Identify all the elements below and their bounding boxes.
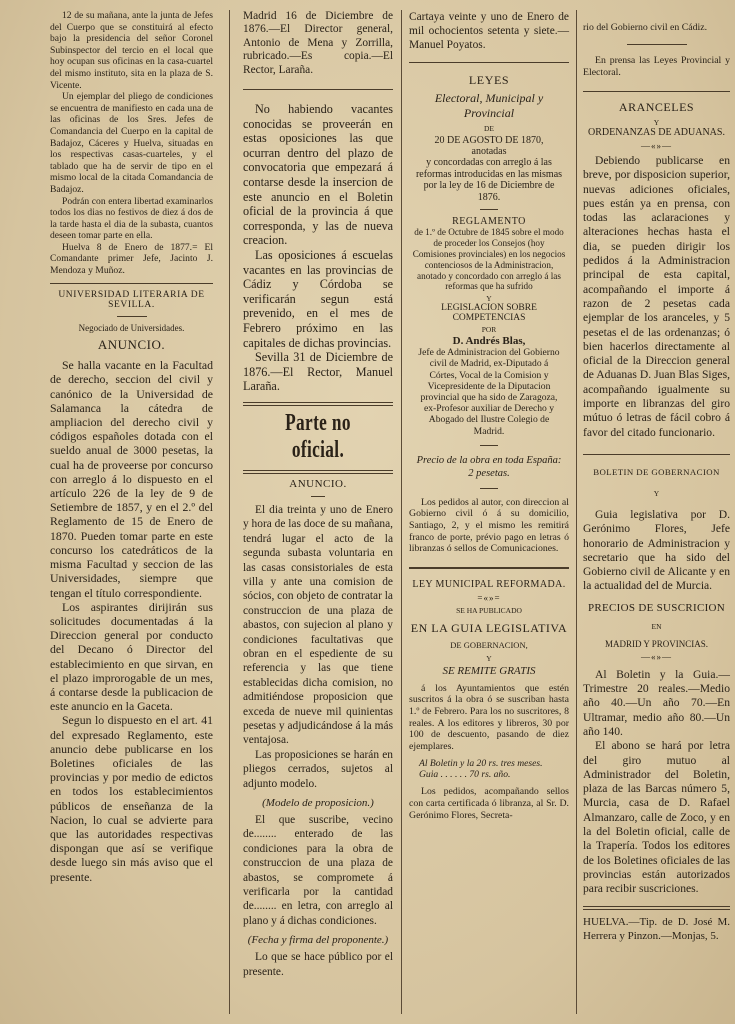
paragraph: Las proposiciones se harán en pliegos cerrados, sujetos al adjunto modelo.	[243, 748, 393, 790]
paragraph: Al Boletin y la Guia.—Trimestre 20 reales.—Medio año 40.—Un año 70.—En Ultramar, medio año 80.—Un año 140.	[583, 667, 730, 738]
column-rule	[401, 10, 402, 1014]
paragraph: Los aspirantes dirijirán sus solicitudes documentadas á la Direccion general por conducto del Decano ó Director del establecimiento en que sirvan, en el plazo improrogable de un mes, á contarse desde la publicacion de este anuncio en la Gaceta.	[50, 599, 213, 714]
paragraph: Los pedidos, acompañando sellos con carta certificada ó libranza, al Sr. D. Gerónimo Flores, Secreta-	[409, 786, 569, 821]
divider	[243, 402, 393, 406]
paragraph: Los pedidos al autor, con direccion al Gobierno civil ó á su domicilio, Santiago, 2, y el mismo les remitirá franco de porte, prévio pago en letras ó libranzas ó sellos de Comunicaciones.	[409, 496, 569, 555]
ornament: —«»—	[641, 651, 672, 662]
divider	[311, 496, 325, 497]
column-4	[578, 10, 735, 1015]
price-line: Al Boletin y la 20 rs. tres meses.	[419, 758, 543, 770]
connector-text: POR	[481, 325, 497, 335]
firma-line: (Fecha y firma del proponente.)	[247, 934, 389, 947]
column-3	[404, 10, 574, 1015]
connector-text: EN	[651, 621, 662, 631]
paragraph: 12 de su mañana, ante la junta de Jefes del Cuerpo que se constituirá al efecto bajo la presidencia del señor Coronel Subinspector del tercio en el local que hoy ocupan sus oficinas en la casa-cuartel del mismo instituto, sita en la plaza de S. Vicente.	[50, 10, 213, 91]
paragraph: Guia legislativa por D. Gerónimo Flores, Jefe honorario de Administracion y secretario que ha sido del Gobierno civil de Alicante y en la actualidad del de Murcia.	[583, 507, 730, 593]
column-rule	[229, 10, 230, 1014]
section-title: Parte no oficial.	[285, 409, 351, 463]
divider	[583, 91, 730, 92]
legislacion-heading: LEGISLACION SOBRE COMPETENCIAS	[441, 303, 537, 324]
ordenanzas-heading: ORDENANZAS DE ADUANAS.	[588, 127, 725, 138]
price-line: Guia . . . . . . 70 rs. año.	[419, 769, 511, 781]
university-heading: UNIVERSIDAD LITERARIA DE SEVILLA.	[58, 289, 205, 310]
concordadas-text: y concordadas con arreglo á las reformas introducidas en las mismas por la ley de 16 de Diciembre de 1876.	[415, 157, 563, 203]
negociado-label: Negociado de Universidades.	[78, 322, 185, 333]
connector-text: Y	[653, 488, 660, 498]
price-line: Precio de la obra en toda España: 2 pesetas.	[416, 454, 562, 479]
signature-line: Madrid 16 de Diciembre de 1876.—El Director general, Antonio de Mena y Zorrilla, rubricado.—Es copia.—El Rector, Laraña.	[243, 10, 393, 76]
paragraph: Lo que se hace público por el presente.	[243, 951, 393, 978]
divider	[50, 283, 213, 284]
anuncio-heading: ANUNCIO.	[289, 477, 347, 490]
text-line: rio del Gobierno civil en Cádiz.	[583, 22, 708, 33]
gobernacion-label: DE GOBERNACION,	[450, 639, 528, 650]
divider	[583, 906, 730, 910]
published-label: SE HA PUBLICADO	[456, 605, 522, 615]
ornament: =«»=	[477, 592, 501, 603]
leyes-subheading: Electoral, Municipal y Provincial	[434, 91, 544, 120]
imprint: HUELVA.—Tip. de D. José M. Herrera y Pinzon.—Monjas, 5.	[583, 916, 730, 942]
guia-heading: EN LA GUIA LEGISLATIVA	[410, 620, 568, 635]
divider	[480, 209, 498, 210]
divider	[117, 316, 147, 317]
boletin-heading: BOLETIN DE GOBERNACION	[593, 466, 720, 477]
paragraph: Las oposiciones á escuelas vacantes en las provincias de Cádiz y Córdoba se verificarán segun está prevenido, en el mes de Febrero próximo en las capitales de dichas provincias.	[243, 247, 393, 350]
leyes-heading: LEYES	[468, 73, 510, 87]
madrid-heading: MADRID Y PROVINCIAS.	[604, 638, 709, 649]
modelo-heading: (Modelo de proposicion.)	[262, 797, 374, 810]
signature-line: Cartaya veinte y uno de Enero de mil ochocientos setenta y siete.—Manuel Poyatos.	[409, 11, 569, 51]
paragraph: El dia treinta y uno de Enero y hora de las doce de su mañana, tendrá lugar el acto de la segunda subasta voluntaria en las casas consistoriales de esta villa y ante una comision de sócios, con objeto de contratar la construccion de una plaza de abastos, con sujecion al plano y condiciones facultativas que obran en el espediente de su referencia y las que tiene establecidas dicha comision, no admitiéndose proposicion que exceda de nueve mil quinientas pesetas y adjudicándose á la más ventajosa.	[243, 503, 393, 747]
paragraph: Podrán con entera libertad examinarlos todos los dias no festivos de diez á dos de la tarde hasta el dia de la subasta, cuantos deseen tomar parte en ella.	[50, 195, 213, 242]
paragraph: El abono se hará por letra del giro mutuo al Administrador del Boletin, plaza de las Barcas número 5, Murcia, casa de D. Rafael Almanzaro, calle de Zoco, y en la del Boletin oficial, calle de la Trapería. Todos los editores de los Boletines oficiales de las provincias están autorizados para recibir suscriciones.	[583, 739, 730, 896]
paragraph: Segun lo dispuesto en el art. 41 del expresado Reglamento, este anuncio debe publicarse en los Boletines oficiales de las provincias y por medio de edictos en todos los establecimientos públicos de enseñanza de la Nacion, lo cual se advierte para que las autoridades respectivas dispongan que así se verifique desde luego sin más aviso que el presente.	[50, 713, 213, 884]
reglamento-text: de 1.º de Octubre de 1845 sobre el modo de proceder los Consejos (hoy Comisiones provinciales) en los negocios contenciosos de la Administracion, anotado y concordado con arreglo á las reformas que ha sufrido	[412, 227, 566, 292]
law-date: 20 DE AGOSTO DE 1870,	[434, 135, 544, 146]
paragraph: No habiendo vacantes conocidas se proveerán en estas oposiciones las que ocurran dentro del plazo de convocatoria que empezará á contarse desde la insercion de este anuncio en el Boletin oficial de la provincia á que corresponda, y las de nueva creacion.	[243, 102, 393, 248]
reglamento-heading: REGLAMENTO	[452, 216, 526, 228]
divider	[409, 567, 569, 569]
divider	[409, 62, 569, 63]
connector-text: Y	[653, 118, 660, 127]
ornament: —«»—	[641, 141, 672, 151]
connector-text: Y	[486, 294, 492, 304]
column-rule	[576, 10, 577, 1014]
divider	[627, 44, 687, 45]
paragraph: Se halla vacante en la Facultad de derecho, seccion del civil y canónico de la Universidad de Salamanca la cátedra de ampliacion del derecho civil y códigos españoles dotada con el sueldo anual de 3000 pesetas, la cual ha de proveerse por concurso con arreglo á lo dispuesto en el artículo 226 de la ley de 9 de Setiembre de 1857, y en el 2.º del Reglamento de 15 de Enero de 1870. Pueden tomar parte en este concurso los catedráticos de la misma Facultad y seccion de las Universidades, siempre que tengan el título correspondiente.	[50, 358, 213, 600]
precios-heading: PRECIOS DE SUSCRICION	[587, 601, 726, 614]
paragraph: Debiendo publicarse en breve, por disposicion superior, nuevas adiciones oficiales, pues están ya en prensa, con todas las aclaraciones y alteraciones hechas hasta el dia, se pueden dirigir los pedidos á la Administracion principal de esta capital, acompañando el importe á razon de 2 pesetas cada ejemplar de los aranceles, y 5 pesetas el de las ordenanzas; ó bien hacerlos directamente al oficial de la Direccion general de Aduanas D. Juan Blas Siges, acompañando igualmente su importe en libranzas del giro mútuo ó letras de fácil cobro á favor del citado funcionario.	[583, 154, 730, 439]
divider	[583, 454, 730, 455]
paragraph: El que suscribe, vecino de........ enterado de las condiciones para la obra de construccion de una plaza de abastos, se compromete á verificarla por la cantidad de........ en letra, con arreglo al plano y á dichas condiciones.	[243, 814, 393, 927]
column-1	[45, 10, 218, 1015]
paragraph: Un ejemplar del pliego de condiciones se encuentra de manifiesto en cada una de las oficinas de los Sres. Jefes de Comandancia del Cuerpo en la capital de Badajoz, Cáceres y Huelva, situadas en los respectivas casas-cuarteles, y el tablado que ha de servir de tipo en el mismo local de la citada Comandancia de Badajoz.	[50, 91, 213, 195]
paragraph: á los Ayuntamientos que estén suscritos á la obra ó se suscriban hasta 1.º de Febrero. Para los no suscritores, 8 reales. A los editores y libreros, 30 por 100 de descuento, pasando de diez ejemplares.	[409, 682, 569, 752]
anotadas-text: anotadas	[471, 146, 507, 157]
author-name: D. Andrés Blas,	[452, 335, 526, 348]
anuncio-heading: ANUNCIO.	[97, 337, 166, 353]
divider	[480, 488, 498, 489]
signature-line: Sevilla 31 de Diciembre de 1876.—El Rector, Manuel Laraña.	[243, 350, 393, 394]
prensa-text: En prensa las Leyes Provincial y Electoral.	[583, 55, 730, 78]
connector-text: Y	[486, 653, 492, 663]
connector-text: DE	[484, 124, 494, 133]
divider	[243, 89, 393, 90]
signature-line: Huelva 8 de Enero de 1877.= El Comandante primer Jefe, Jacinto J. Mendoza y Muñoz.	[50, 241, 213, 277]
remite-heading: SE REMITE GRATIS	[442, 664, 536, 677]
author-description: Jefe de Administracion del Gobierno civil de Madrid, ex-Diputado á Córtes, Vocal de la Comision y Vicepresidente de la Diputacion provincial que ha sido de Zaragoza, ex-Profesor auxiliar de Derecho y Abogado del Ilustre Colegio de Madrid.	[418, 347, 560, 437]
ley-heading: LEY MUNICIPAL REFORMADA.	[412, 578, 566, 590]
aranceles-heading: ARANCELES	[618, 100, 695, 114]
column-2	[238, 10, 398, 1015]
divider	[243, 470, 393, 474]
divider	[480, 445, 498, 446]
